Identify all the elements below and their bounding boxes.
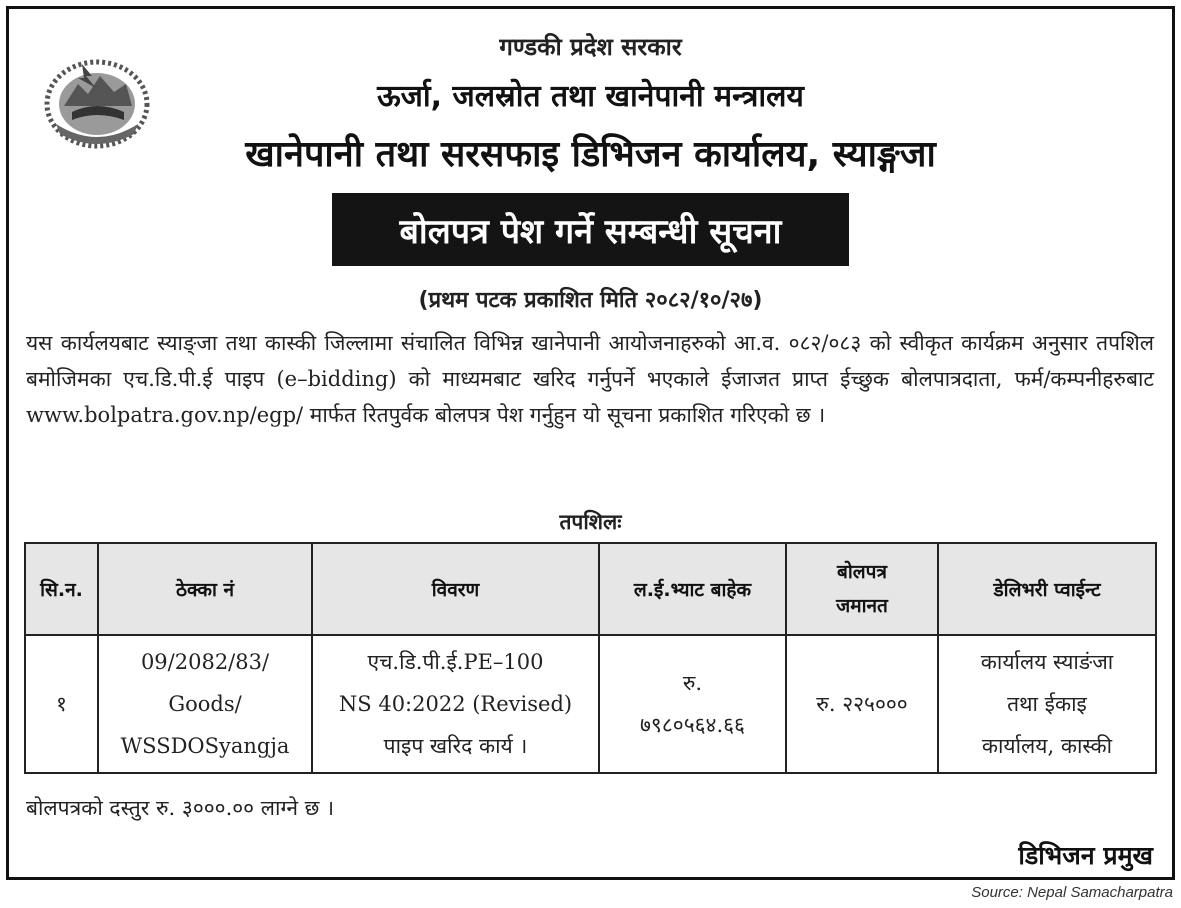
- table-header-row: [25, 543, 1156, 635]
- cell-bid-security: रु. २२५०००: [786, 635, 938, 773]
- cell-description: एच.डि.पी.ई.PE–100 NS 40:2022 (Revised) पाइप खरिद कार्य ।: [312, 635, 599, 773]
- source-credit: Source: Nepal Samacharpatra: [971, 884, 1173, 901]
- header-contract-no: ठेक्का नं: [98, 543, 312, 635]
- header-sn: सि.न.: [25, 543, 98, 635]
- cell-delivery-point: कार्यालय स्याङंजा तथा ईकाइ कार्यालय, कास्की: [938, 635, 1156, 773]
- table-row: [25, 635, 1156, 773]
- signatory: डिभिजन प्रमुख: [1018, 841, 1153, 870]
- government-name: गण्डकी प्रदेश सरकार: [499, 33, 682, 61]
- office-name: खानेपानी तथा सरसफाइ डिभिजन कार्यालय, स्याङ्गजा: [245, 134, 936, 175]
- schedule-label: तपशिलः: [559, 510, 622, 534]
- header-delivery-point: डेलिभरी प्वाईन्ट: [938, 543, 1156, 635]
- fee-note: बोलपत्रको दस्तुर रु. ३०००.०० लाग्ने छ ।: [26, 796, 335, 820]
- header-estimate: ल.ई.भ्याट बाहेक: [599, 543, 786, 635]
- notice-body: यस कार्यलयबाट स्याङ्जा तथा कास्की जिल्लामा संचालित विभिन्न खानेपानी आयोजनाहरुको आ.व. ०८२/०८३ को स्वीकृत कार्यक्रम अनुसार तपशिल बमोजिमका एच.डि.पी.ई पाइप (e–bidding) को माध्यमबाट खरिद गर्नुपर्ने भएकाले ईजाजत प्राप्त ईच्छुक बोलपात्रदाता, फर्म/कम्पनीहरुबाट www.bolpatra.gov.np/egp/ मार्फत रितपुर्वक बोलपत्र पेश गर्नुहुन यो सूचना प्रकाशित गरिएको छ ।: [26, 331, 1154, 427]
- notice-title-banner: [332, 193, 849, 266]
- notice-title: बोलपत्र पेश गर्ने सम्बन्धी सूचना: [399, 211, 782, 252]
- cell-sn: १: [25, 635, 98, 773]
- header-description: विवरण: [312, 543, 599, 635]
- header-bid-security: बोलपत्र जमानत: [786, 543, 938, 635]
- ministry-name: ऊर्जा, जलस्रोत तथा खानेपानी मन्त्रालय: [377, 79, 804, 114]
- publication-date: (प्रथम पटक प्रकाशित मिति २०८२/१०/२७): [418, 288, 763, 313]
- bid-schedule-table: [24, 542, 1157, 774]
- cell-estimate: रु. ७९८०५६४.६६: [599, 635, 786, 773]
- cell-contract-no: 09/2082/83/ Goods/ WSSDOSyangja: [98, 635, 312, 773]
